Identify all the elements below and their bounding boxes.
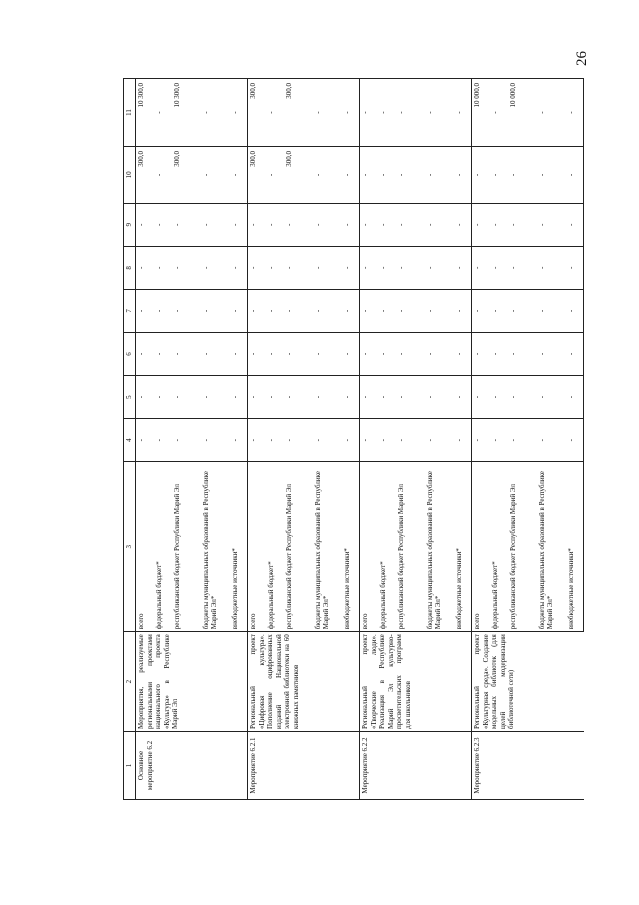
value-cell: 10 300,0 xyxy=(136,79,154,147)
value-cell: - xyxy=(313,376,342,419)
value-cell: - xyxy=(566,203,584,246)
value-cell: - xyxy=(566,246,584,289)
value-cell: - xyxy=(136,376,154,419)
value-cell: - xyxy=(313,79,342,147)
funding-source-cell: федеральный бюджет* xyxy=(490,462,508,632)
value-cell: - xyxy=(136,419,154,462)
value-cell: - xyxy=(396,147,425,204)
value-cell: - xyxy=(154,419,172,462)
value-cell: - xyxy=(313,246,342,289)
value-cell: - xyxy=(490,376,508,419)
value-cell: - xyxy=(201,289,230,332)
value-cell: - xyxy=(537,419,566,462)
value-cell: - xyxy=(248,332,266,375)
value-cell: - xyxy=(508,289,537,332)
measure-cell: Мероприятие 6.2.2 xyxy=(360,731,472,799)
value-cell: - xyxy=(313,419,342,462)
value-cell: - xyxy=(566,376,584,419)
value-cell: - xyxy=(284,246,313,289)
value-cell: - xyxy=(154,376,172,419)
funding-source-cell: республиканский бюджет Республики Марий Эл xyxy=(396,462,425,632)
value-cell: - xyxy=(425,332,454,375)
value-cell: - xyxy=(490,419,508,462)
value-cell: - xyxy=(154,203,172,246)
header-cell: 6 xyxy=(124,332,136,375)
table-body xyxy=(136,79,584,800)
value-cell: - xyxy=(313,203,342,246)
value-cell: - xyxy=(360,246,378,289)
value-cell: - xyxy=(396,79,425,147)
value-cell: - xyxy=(425,79,454,147)
value-cell: - xyxy=(396,289,425,332)
table-row xyxy=(360,79,378,800)
value-cell: - xyxy=(378,376,396,419)
funding-source-cell: бюджеты муниципальных образований в Республике Марий Эл* xyxy=(313,462,342,632)
value-cell: - xyxy=(425,147,454,204)
value-cell: - xyxy=(136,246,154,289)
value-cell: - xyxy=(508,332,537,375)
value-cell: - xyxy=(248,289,266,332)
funding-source-cell: всего xyxy=(360,462,378,632)
value-cell: - xyxy=(284,203,313,246)
value-cell: - xyxy=(360,289,378,332)
header-cell: 7 xyxy=(124,289,136,332)
description-cell: Региональный проект «Творческие люди». Реализация в Республике Марий Эл культурно-просветительских программ для школьников xyxy=(360,632,472,732)
value-cell: - xyxy=(230,289,248,332)
value-cell: - xyxy=(566,332,584,375)
value-cell: - xyxy=(378,246,396,289)
funding-source-cell: республиканский бюджет Республики Марий Эл xyxy=(172,462,201,632)
value-cell: - xyxy=(154,246,172,289)
value-cell: - xyxy=(508,376,537,419)
value-cell: - xyxy=(230,419,248,462)
measure-cell: Мероприятие 6.2.1 xyxy=(248,731,360,799)
value-cell: - xyxy=(508,203,537,246)
value-cell: - xyxy=(508,419,537,462)
value-cell: - xyxy=(396,376,425,419)
page-number: 26 xyxy=(574,51,590,66)
value-cell: - xyxy=(378,203,396,246)
value-cell: - xyxy=(248,419,266,462)
value-cell: - xyxy=(378,79,396,147)
value-cell: 10 000,0 xyxy=(472,79,490,147)
header-cell: 10 xyxy=(124,147,136,204)
funding-source-cell: внебюджетные источники* xyxy=(342,462,360,632)
value-cell: - xyxy=(266,332,284,375)
value-cell: - xyxy=(454,376,472,419)
value-cell: - xyxy=(266,376,284,419)
value-cell: - xyxy=(342,332,360,375)
value-cell: - xyxy=(172,246,201,289)
funding-source-cell: федеральный бюджет* xyxy=(378,462,396,632)
value-cell: - xyxy=(201,246,230,289)
value-cell: 10 300,0 xyxy=(172,79,201,147)
header-cell: 1 xyxy=(124,731,136,799)
value-cell: - xyxy=(266,419,284,462)
value-cell: - xyxy=(154,332,172,375)
value-cell: - xyxy=(342,376,360,419)
header-cell: 8 xyxy=(124,246,136,289)
value-cell: - xyxy=(425,419,454,462)
funding-source-cell: всего xyxy=(472,462,490,632)
value-cell: - xyxy=(472,246,490,289)
value-cell: - xyxy=(490,147,508,204)
value-cell: 300,0 xyxy=(284,147,313,204)
rotated-table-container xyxy=(123,78,579,800)
value-cell: - xyxy=(342,79,360,147)
value-cell: - xyxy=(537,147,566,204)
value-cell: - xyxy=(537,203,566,246)
value-cell: 300,0 xyxy=(248,79,266,147)
value-cell: - xyxy=(425,203,454,246)
value-cell: 300,0 xyxy=(284,79,313,147)
value-cell: - xyxy=(360,419,378,462)
value-cell: - xyxy=(172,203,201,246)
value-cell: - xyxy=(313,332,342,375)
value-cell: - xyxy=(136,289,154,332)
value-cell: - xyxy=(248,376,266,419)
value-cell: - xyxy=(154,147,172,204)
value-cell: - xyxy=(342,419,360,462)
value-cell: - xyxy=(248,246,266,289)
value-cell: - xyxy=(566,79,584,147)
header-cell: 3 xyxy=(124,462,136,632)
value-cell: - xyxy=(248,203,266,246)
value-cell: - xyxy=(378,332,396,375)
value-cell: - xyxy=(154,79,172,147)
funding-source-cell: бюджеты муниципальных образований в Республике Марий Эл* xyxy=(425,462,454,632)
funding-source-cell: бюджеты муниципальных образований в Республике Марий Эл* xyxy=(537,462,566,632)
value-cell: - xyxy=(396,203,425,246)
value-cell: - xyxy=(201,419,230,462)
value-cell: - xyxy=(284,419,313,462)
value-cell: - xyxy=(201,79,230,147)
value-cell: - xyxy=(454,332,472,375)
value-cell: - xyxy=(508,147,537,204)
header-cell: 2 xyxy=(124,632,136,732)
value-cell: - xyxy=(378,419,396,462)
value-cell: - xyxy=(508,246,537,289)
value-cell: - xyxy=(454,79,472,147)
funding-source-cell: республиканский бюджет Республики Марий Эл xyxy=(508,462,537,632)
funding-source-cell: федеральный бюджет* xyxy=(266,462,284,632)
value-cell: - xyxy=(266,289,284,332)
value-cell: - xyxy=(566,419,584,462)
value-cell: - xyxy=(396,419,425,462)
value-cell: - xyxy=(136,332,154,375)
value-cell: - xyxy=(360,147,378,204)
value-cell: 300,0 xyxy=(248,147,266,204)
value-cell: - xyxy=(566,147,584,204)
value-cell: - xyxy=(537,376,566,419)
value-cell: - xyxy=(313,289,342,332)
value-cell: - xyxy=(284,376,313,419)
budget-table xyxy=(123,78,584,800)
value-cell: - xyxy=(201,376,230,419)
value-cell: - xyxy=(490,289,508,332)
funding-source-cell: всего xyxy=(248,462,266,632)
header-cell: 9 xyxy=(124,203,136,246)
value-cell: - xyxy=(472,419,490,462)
value-cell: - xyxy=(284,289,313,332)
value-cell: - xyxy=(472,147,490,204)
value-cell: - xyxy=(201,332,230,375)
value-cell: - xyxy=(378,289,396,332)
funding-source-cell: федеральный бюджет* xyxy=(154,462,172,632)
value-cell: - xyxy=(396,332,425,375)
value-cell: - xyxy=(172,376,201,419)
value-cell: - xyxy=(537,246,566,289)
funding-source-cell: бюджеты муниципальных образований в Республике Марий Эл* xyxy=(201,462,230,632)
value-cell: - xyxy=(266,246,284,289)
description-cell: Региональный проект «Культурная среда». Создание модельных библиотек (для целей модернизации библиотечной сети) xyxy=(472,632,584,732)
value-cell: - xyxy=(472,203,490,246)
measure-cell: Основное мероприятие 6.2 xyxy=(136,731,248,799)
value-cell: - xyxy=(490,246,508,289)
value-cell: - xyxy=(566,289,584,332)
value-cell: - xyxy=(454,246,472,289)
funding-source-cell: всего xyxy=(136,462,154,632)
value-cell: - xyxy=(425,246,454,289)
value-cell: - xyxy=(342,147,360,204)
value-cell: - xyxy=(266,203,284,246)
header-row xyxy=(124,79,136,800)
value-cell: - xyxy=(425,289,454,332)
value-cell: - xyxy=(537,79,566,147)
funding-source-cell: внебюджетные источники* xyxy=(454,462,472,632)
value-cell: - xyxy=(454,289,472,332)
value-cell: - xyxy=(425,376,454,419)
value-cell: - xyxy=(230,246,248,289)
value-cell: - xyxy=(360,332,378,375)
value-cell: - xyxy=(172,419,201,462)
value-cell: - xyxy=(454,147,472,204)
value-cell: - xyxy=(396,246,425,289)
header-cell: 4 xyxy=(124,419,136,462)
value-cell: 300,0 xyxy=(136,147,154,204)
value-cell: - xyxy=(490,79,508,147)
funding-source-cell: внебюджетные источники* xyxy=(566,462,584,632)
value-cell: - xyxy=(172,289,201,332)
value-cell: - xyxy=(490,332,508,375)
value-cell: - xyxy=(537,332,566,375)
table-row xyxy=(472,79,490,800)
measure-cell: Мероприятие 6.2.3 xyxy=(472,731,584,799)
value-cell: - xyxy=(360,79,378,147)
value-cell: - xyxy=(342,246,360,289)
value-cell: - xyxy=(136,203,154,246)
value-cell: - xyxy=(360,203,378,246)
value-cell: - xyxy=(472,332,490,375)
value-cell: - xyxy=(201,203,230,246)
value-cell: - xyxy=(472,376,490,419)
value-cell: 300,0 xyxy=(172,147,201,204)
funding-source-cell: внебюджетные источники* xyxy=(230,462,248,632)
value-cell: - xyxy=(230,376,248,419)
value-cell: - xyxy=(172,332,201,375)
table-row xyxy=(136,79,154,800)
header-cell: 5 xyxy=(124,376,136,419)
value-cell: - xyxy=(266,147,284,204)
value-cell: - xyxy=(230,332,248,375)
value-cell: - xyxy=(378,147,396,204)
value-cell: - xyxy=(266,79,284,147)
value-cell: - xyxy=(230,79,248,147)
value-cell: - xyxy=(454,419,472,462)
value-cell: - xyxy=(537,289,566,332)
value-cell: - xyxy=(201,147,230,204)
value-cell: - xyxy=(154,289,172,332)
value-cell: - xyxy=(360,376,378,419)
table-row xyxy=(248,79,266,800)
value-cell: - xyxy=(230,203,248,246)
description-cell: Мероприятия, реализуемые региональными проектами национального проекта «Культура» в Республике Марий Эл xyxy=(136,632,248,732)
value-cell: - xyxy=(342,203,360,246)
description-cell: Региональный проект «Цифровая культура». Пополнение оцифрованных изданий Национальной электронной библиотеки на 60 книжных памятников xyxy=(248,632,360,732)
value-cell: - xyxy=(454,203,472,246)
header-cell: 11 xyxy=(124,79,136,147)
value-cell: - xyxy=(342,289,360,332)
value-cell: 10 000,0 xyxy=(508,79,537,147)
value-cell: - xyxy=(230,147,248,204)
value-cell: - xyxy=(313,147,342,204)
funding-source-cell: республиканский бюджет Республики Марий Эл xyxy=(284,462,313,632)
value-cell: - xyxy=(472,289,490,332)
value-cell: - xyxy=(284,332,313,375)
value-cell: - xyxy=(490,203,508,246)
